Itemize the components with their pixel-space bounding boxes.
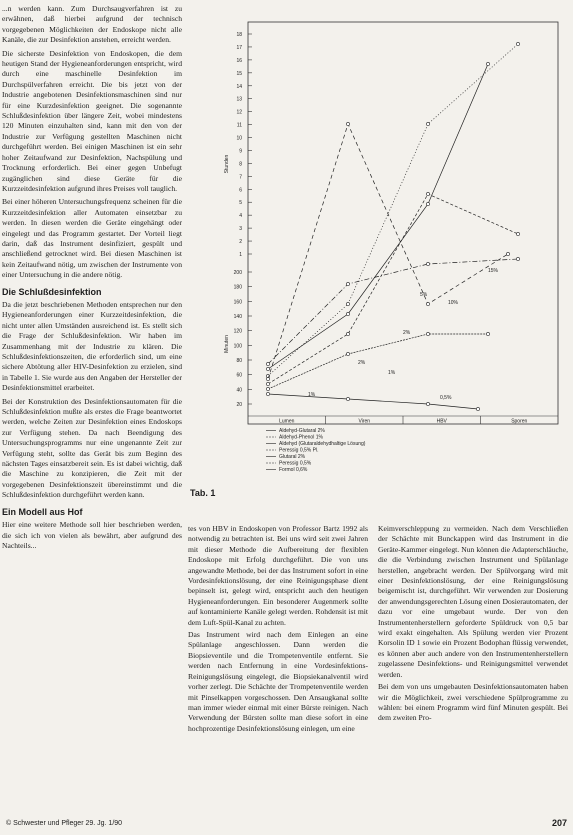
upper-tick-label: 5 bbox=[239, 200, 242, 207]
legend-entry: Aldehyd-Glutaral 2% bbox=[279, 428, 325, 434]
lower-tick-label: 20 bbox=[236, 402, 242, 408]
data-point bbox=[266, 392, 269, 395]
data-point bbox=[516, 232, 519, 235]
upper-tick-label: 2 bbox=[239, 239, 242, 246]
category-label: Viren bbox=[358, 418, 371, 425]
annotation-label: 15% bbox=[488, 268, 499, 274]
upper-tick-label: 15 bbox=[236, 70, 242, 77]
data-point bbox=[346, 122, 349, 125]
page-number: 207 bbox=[551, 818, 567, 828]
legend-entry: Formol 0,6% bbox=[279, 467, 308, 473]
data-point bbox=[426, 192, 429, 195]
data-point bbox=[426, 402, 429, 405]
table-caption: Tab. 1 bbox=[190, 488, 216, 498]
lower-tick-label: 80 bbox=[236, 358, 242, 364]
data-point bbox=[486, 332, 489, 335]
data-point bbox=[266, 367, 269, 370]
right-paragraph-1: Keimverschleppung zu vermeiden. Nach dem Verschließen der Schächte mit Bunckappen wird das Instrument in die Geräte-Kammer eingelegt. Nun können die Adapterschläuche, die die Verbindung zwischen Instrument und Spülanlage herstellen, angebracht werden. Der Spülvorgang wird mit einer Desinfektionslösung, der eine Reinigungslösung beigemischt ist, durchgeführt. Wir verwenden zur Dosierung der anwendungsgerechten Lösung einen Dosierautomaten, der dazu vor eine umgebaut wurde. Der von den Instrumentenherstellern geforderte Spüldruck von 0,5 bar wird exakt eingehalten. Als Spülung werden vier Prozent Korsolin ID 1 sowie ein Prozent Bodophan flüssig verwendet, es können aber auch andere von den Instrumentenherstellern zugelassene Desinfektions- und Reinigungsmittel verwendet werden. bbox=[378, 524, 568, 679]
annotation-label: 2% bbox=[358, 360, 366, 366]
legend-entry: Aldehyd (Glutaraldehydhaltige Lösung) bbox=[279, 441, 366, 447]
chart-svg bbox=[188, 4, 571, 484]
upper-tick-label: 14 bbox=[236, 83, 242, 90]
lower-tick-label: 180 bbox=[233, 284, 242, 291]
legend-entry: Peressig 0,5% bbox=[279, 460, 312, 467]
left-paragraph-6: Hier eine weitere Methode soll hier beschrieben werden, die sich ich von vielen als bewährt, aber aufgrund des Nachteils... bbox=[2, 520, 182, 550]
upper-tick-label: 8 bbox=[239, 161, 242, 168]
left-paragraph-4: Da die jetzt beschriebenen Methoden entsprechen nur den Hygieneanforderungen einer Kurzzeitdesinfektion, die nicht unter allen Umständen ausreichend ist. Es stellt sich die Frage der Schlußdesinfektion. Wir haben im Zusammenhang mit der Industrie zu klären. Die Schlußdesinfektionszeiten, die erforderlich sind, um eine sichere Abtötung aller HIV-Desinfektion zu erzielen, sind in Tabelle 1. Sie wurde aus den Angaben der Hersteller der Desinfektionsmittel erarbeitet. bbox=[2, 299, 182, 393]
upper-tick-label: 17 bbox=[236, 44, 242, 51]
left-paragraph-5: Bei der Konstruktion des Desinfektionsautomaten für die Schlußdesinfektion mußte als erstes die Frage beantwortet werden, welche Zeiten zur Desinfektion eines Endoskops zur Verfügung stehen. Da nach Beendigung des Untersuchungsprogramms nur eine ungenannte Zeit zur Verfügung steht, sollte das Gerät bis zum Beginn des nächsten Tages einsatzbereit sein. Es ist dabei wichtig, daß die Maschine zu konzipieren, die Zeit mit der vorgegebenen Desinfektionszeit übereinstimmt und die Schlußdesinfektion durchgeführt werden kann. bbox=[2, 396, 182, 500]
upper-tick-label: 12 bbox=[236, 109, 242, 116]
upper-tick-label: 11 bbox=[236, 122, 242, 129]
lower-tick-label: 40 bbox=[236, 387, 242, 394]
upper-tick-label: 10 bbox=[236, 135, 242, 142]
upper-tick-label: 1 bbox=[239, 252, 242, 258]
data-point bbox=[506, 252, 509, 255]
mid-paragraph-1: tes von HBV in Endoskopen von Professor Bartz 1992 als notwendig zu betrachten ist. Bei uns wird seit zwei Jahren mit dieser Methode die Aufbereitung der flexiblen Endoskope mit Erfolg durchgeführt. Die von uns angewandte Methode, bei der das Instrument sofort in eine Vordesinfektionslösung, der eine Reinigungsphase dient bepinselt ist, gelegt wird, entspricht auch den heutigen Hygieneanforderungen. Ein besonderer Augenmerk sollte auf kontaminierte Kanäle gelegt werden. Rohdensit ist mit dem Luft-Spül-Kanal zu achten. bbox=[188, 524, 368, 627]
data-point bbox=[426, 122, 429, 125]
upper-tick-label: 3 bbox=[239, 226, 242, 233]
lower-tick-label: 140 bbox=[233, 314, 242, 320]
series-line-2 bbox=[268, 194, 518, 384]
data-point bbox=[426, 202, 429, 205]
category-label: Lumen bbox=[279, 418, 295, 425]
section-heading-schlussdesinfektion: Die Schlußdesinfektion bbox=[2, 286, 102, 297]
data-point bbox=[426, 332, 429, 335]
data-point bbox=[476, 407, 479, 410]
left-paragraph-1: ...n werden kann. Zum Durchsaugverfahren ist zu erwähnen, daß hierbei aufgrund der technisch vorgegebenen Möglichkeiten der Endoskope nicht alle Kanäle, die zur Desinfektion anstehen, erreicht werden. bbox=[2, 4, 182, 45]
lower-tick-label: 60 bbox=[236, 372, 242, 379]
annotation-label: 0,5% bbox=[440, 395, 452, 401]
lower-tick-label: 120 bbox=[233, 328, 242, 335]
upper-tick-label: 9 bbox=[239, 148, 242, 155]
page-footer bbox=[0, 818, 573, 832]
left-paragraph-2: Die sicherste Desinfektion von Endoskopen, die dem heutigen Stand der Hygieneanforderungen entspricht, wird durch eine maschinelle Desinfektion im Durchspülverfahren erreicht. Die bis jetzt von der Industrie angebotenen Desinfektionsmaschinen sind nur für eine Kurzdesinfektion geeignet. Die sogenannte Schlußdesinfektion über längere Zeit, wobei mindestens 120 Minuten einzuhalten sind, kann mit den von der Industrie zur Verfügung gestellten Maschinen nicht durchgeführt werden. Bei einigen Maschinen ist ein sehr hoher Zeitaufwand zur Desinfektion, Nachspülung und Trocknung erforderlich. Bei einer gegen Unbefugt zugänglichen sind diese Geräte für die Kurzzeitdesinfektion aufgrund ihres Preises voll tauglich. bbox=[2, 48, 182, 193]
disinfection-time-chart bbox=[188, 4, 571, 484]
annotation-label: 5% bbox=[420, 292, 428, 298]
data-point bbox=[426, 262, 429, 265]
data-point bbox=[486, 62, 489, 65]
legend-entry: Aldehyd-Phenol 1% bbox=[279, 434, 323, 441]
mid-paragraph-2: Das Instrument wird nach dem Einlegen an eine Spülanlage angeschlossen. Dann werden die Biopsieventile und die Trompetenventile entfernt. Sie werden nach Entfernung in eine Vordesinfektions-Reinigungslösung eingelegt, die Biopsiekanalventil wird vorher zerlegt. Die Schächte der Trompetenventile werden mit Pinselkappen vorgeschossen. Den Ansaugkanal sollte man immer wieder einmal mit einer Bürste reinigen. Nach Verwendung der Bürsten sollte man diese sofort in eine hochprozentige Desinfektionslösung einlegen, um eine bbox=[188, 630, 368, 733]
middle-text-column bbox=[188, 524, 368, 814]
data-point bbox=[346, 302, 349, 305]
plot-frame bbox=[248, 22, 558, 424]
upper-tick-label: 7 bbox=[239, 174, 242, 181]
category-label: HBV bbox=[436, 418, 447, 425]
series-line-6 bbox=[268, 124, 508, 379]
upper-tick-label: 18 bbox=[236, 32, 242, 38]
lower-axis-title: Minuten bbox=[224, 335, 230, 353]
data-point bbox=[266, 382, 269, 385]
series-line-1 bbox=[268, 64, 488, 369]
series-line-7 bbox=[268, 334, 488, 389]
right-paragraph-2: Bei dem von uns umgebauten Desinfektionsautomaten haben wir die Möglichkeit, zwei verschiedene Spülprogramme zu wählen: bei einem Programm wird fünf Minuten gespült. Bei dem zweiten Pro- bbox=[378, 682, 568, 723]
data-point bbox=[346, 352, 349, 355]
upper-tick-label: 4 bbox=[239, 213, 242, 220]
left-paragraph-3: Bei einer höheren Untersuchungsfrequenz scheinen für die Kurzzeitdesinfektion aller Automaten einsetzbar zu werden. In diesen werden die Geräte eingehängt oder eingelegt und das Programm gestartet. Der Vorteil liegt darin, daß das Instrument desinfiziert, gespült und anschließend getrocknet wird. Bei diesen Maschinen ist kein Zeitaufwand nötig, um zwischen der Instrumente von einer Untersuchung in die andere nötig. bbox=[2, 197, 182, 280]
left-text-column bbox=[2, 4, 182, 812]
data-point bbox=[266, 377, 269, 380]
lower-tick-label: 160 bbox=[233, 299, 242, 306]
data-point bbox=[426, 302, 429, 305]
annotation-label: 1% bbox=[388, 370, 396, 376]
data-point bbox=[266, 362, 269, 365]
annotation-label: 1% bbox=[308, 392, 316, 398]
annotation-label: 2% bbox=[403, 330, 411, 336]
upper-tick-label: 6 bbox=[239, 187, 242, 194]
upper-tick-label: 13 bbox=[236, 96, 242, 103]
legend-entry: Peressig 0,5% Pl. bbox=[279, 447, 319, 454]
data-point bbox=[516, 257, 519, 260]
data-point bbox=[346, 282, 349, 285]
legend-entry: Glutaral 2% bbox=[279, 454, 306, 460]
category-label: Sporen bbox=[511, 418, 528, 425]
data-point bbox=[266, 387, 269, 390]
data-point bbox=[346, 397, 349, 400]
right-text-column bbox=[378, 524, 568, 814]
upper-tick-label: 16 bbox=[236, 57, 242, 64]
series-line-4 bbox=[268, 259, 518, 364]
data-point bbox=[346, 332, 349, 335]
data-point bbox=[516, 42, 519, 45]
upper-axis-title: Stunden bbox=[224, 154, 230, 174]
data-point bbox=[346, 312, 349, 315]
lower-tick-label: 100 bbox=[233, 343, 242, 350]
section-heading-modell-hof: Ein Modell aus Hof bbox=[2, 506, 83, 517]
annotation-label: 10% bbox=[448, 300, 459, 306]
footer-journal: © Schwester und Pfleger 29. Jg. 1/90 bbox=[6, 820, 123, 827]
lower-tick-label: 200 bbox=[233, 270, 242, 276]
